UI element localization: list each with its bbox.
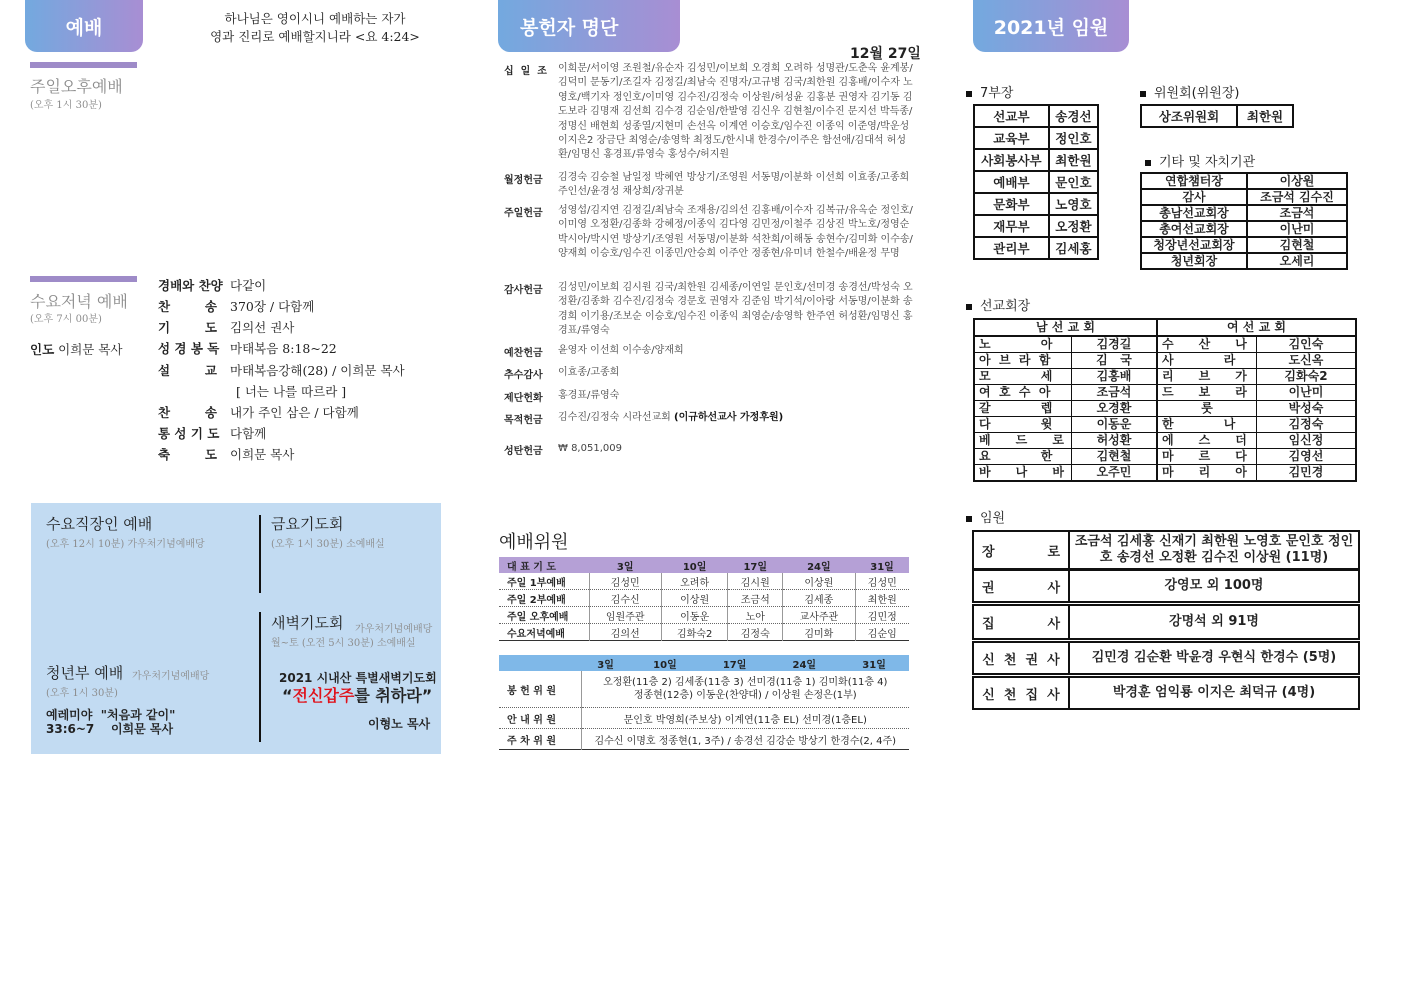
cell: 김성민 [855,573,909,590]
cell: 모 세 [974,369,1072,385]
cell: 김홍배 [1072,369,1157,385]
cell: 이상원 [783,573,855,590]
cell [581,671,909,708]
cell: 상조위원회 [1141,105,1237,127]
committee-section-label: 위원회(위원장) [1154,86,1240,101]
offering-row [504,171,918,200]
worship-tab-label: 예배 [65,16,103,39]
fri-title: 금요기도회 [271,515,344,533]
order-value: 370장 / 다함께 [230,299,315,314]
offering-kind: 제단헌화 [504,393,543,404]
cell: 김화숙2 [1256,369,1356,385]
cell: 노영호 [1049,193,1098,215]
slogan-rest: 를 취하라 [354,686,422,705]
volunteer-table [499,655,909,750]
cell: 안 내 위 원 [507,714,557,726]
slogan-red: 전신갑주 [292,686,355,705]
officers-tab-label: 2021년 임원 [993,16,1109,39]
special-title: 2021 시내산 특별새벽기도회 [279,671,437,685]
youth-place: 가우처기념예배당 [132,671,210,682]
col-header: 남 선 교 회 [974,319,1157,336]
jipsa-key [974,606,1070,638]
mission-table [973,318,1357,482]
prayer-header [499,557,909,573]
cell: 오정환 [1049,215,1098,237]
table-row [1141,173,1347,189]
verse-line-1: 하나님은 영이시니 예배하는 자가 [224,11,406,26]
order-key [158,382,236,400]
cell: 수 산 나 [1157,336,1257,353]
order-row [158,339,337,357]
table-row [974,105,1098,127]
cell: 갈 렙 [974,401,1072,417]
col-header: 3일 [581,655,630,671]
jipsa-value: 강명석 외 91명 [1169,614,1259,629]
table-row [974,401,1356,417]
offering-amount: ₩ 8,051,009 [558,443,622,454]
quote-open: “ [282,686,293,705]
cell: 예배부 [974,171,1049,193]
elders-box [972,530,1360,570]
bullet-square-icon [966,91,972,97]
order-row [158,297,314,315]
sunday-pm-time: (오후 1시 30분) [30,100,102,111]
table-row [974,336,1356,353]
col-header [499,655,581,671]
cell: 이난미 [1256,385,1356,401]
cell: 조금석 [1072,385,1157,401]
cell: 오주민 [1072,465,1157,482]
cell: 박성숙 [1256,401,1356,417]
cell: 노아 [728,607,783,624]
cell: 드 보 라 [1157,385,1257,401]
jipsa-key-2: 사 [1047,616,1060,632]
cell: 김시원 [728,573,783,590]
kwonsa-key-2: 사 [1047,580,1060,596]
special-slogan [282,683,432,706]
offering-names: 김성민/이보희 김시원 김국/최한원 김세종/이연일 문인호/선미경 송경선/박성숙 오정환/김종화 김수진/김정숙 경문호 권영자 김준임 박기석/이아랑 서동명/이분화 송경희 이기용/조보순 이승호/임수진 이종익 최영순/송영학 한주연 허성환/임명신 홍경표/류영숙 [558,282,913,337]
offering-kind: 추수감사 [504,370,543,381]
table-row [974,149,1098,171]
scripture-verse [190,10,440,46]
cell: 김성민 [589,573,661,590]
kwonsa-key [974,571,1070,601]
offering-names: 윤영자 이선희 이수송/양재희 [558,345,684,356]
cell: 수요저녁예배 [507,628,565,640]
cell: 문인호 [1049,171,1098,193]
col-header: 3일 [589,557,661,573]
mission-header [974,319,1356,336]
cell: 마 리 아 [1157,465,1257,482]
jipsa-box [972,604,1360,640]
order-row [158,382,346,400]
order-value: 다함께 [230,426,267,441]
sermon-subtitle: [ 너는 나를 따르라 ] [236,384,347,399]
table-row [974,353,1356,369]
cell: 한 나 [1157,417,1257,433]
offering-row [504,204,918,262]
cell: 김수신 [589,590,661,607]
officers-tab [973,0,1129,52]
dawn-time: 월~토 (오전 5시 30분) 소예배실 [271,638,416,649]
kwonsa-box [972,569,1360,603]
cell: 김현철 [1247,237,1347,253]
dept-section-title [966,82,1013,101]
order-row [158,276,266,294]
dept-table [973,104,1099,260]
kwonsa-key-1: 권 [982,580,995,596]
cell: 김정숙 [1256,417,1356,433]
cell: 김 국 [1072,353,1157,369]
order-value: 이희문 목사 [230,447,295,462]
col-header: 24일 [769,655,839,671]
cell: 김세종 [783,590,855,607]
offering-row [504,344,918,359]
new-kwonsa-value: 김민경 김순환 박윤경 우현식 한경수 (5명) [1091,650,1337,665]
table-row [1141,221,1347,237]
cell: 베 드 로 [974,433,1072,449]
cell: 김민경 [1256,465,1356,482]
order-value: 김의선 권사 [230,320,295,335]
cell: 선교부 [974,105,1049,127]
cell: 바 나 바 [974,465,1072,482]
table-row [974,433,1356,449]
fri-time: (오후 1시 30분) 소예배실 [271,539,385,550]
cell: 김영선 [1256,449,1356,465]
cell: 조금석 [728,590,783,607]
cell: 김수신 이명호 정종현(1, 3주) / 송경선 김강순 방상기 한경수(2, 4주) [581,729,909,750]
cell: 오경환 [1072,401,1157,417]
offering-names: 성영섭/김지연 김정길/최남숙 조재용/김의선 김홍배/이수자 김복규/유옥순 정인호/이미영 오정환/김종화 강혜정/이종익 김다영 김민정/이철주 김상진 박노호/정영순 박시아/박시연 방상기/조영원 서동명/이분화 석찬희/이해동 송현수/김미화 이수송/양재희 이승호/임수진 이종민/안승희 이주안 정종현/유미녀 한철수/배윤정 무명 [558,205,913,260]
wed-worker-title: 수요직장인 예배 [46,515,153,533]
order-row [158,403,359,421]
volunteer-header [499,655,909,671]
cell: 감사 [1141,189,1247,205]
table-row [974,193,1098,215]
new-jipsa-key: 신 천 집 사 [974,678,1070,708]
order-row [158,361,405,379]
order-value: 마태복음 8:18~22 [230,341,337,356]
cell: 김민정 [855,607,909,624]
cell: 오려하 [661,573,727,590]
order-row [158,424,266,442]
prayer-table [499,557,909,641]
cell: 조금석 김수진 [1247,189,1347,205]
table-row [974,215,1098,237]
order-key: 축 도 [158,447,217,462]
order-value: 내가 주인 삼은 / 다함께 [230,405,359,420]
cell: 이상원 [661,590,727,607]
leader-label: 인도 [30,342,55,357]
cell: 주일 2부예배 [507,594,566,606]
wed-bar [30,276,137,282]
cell: 김현철 [1072,449,1157,465]
orgs-section-title [1145,151,1255,170]
table-row [974,449,1356,465]
cell: 관리부 [974,237,1049,259]
offering-kind: 감사헌금 [504,285,543,296]
cell: 최한원 [1237,105,1293,127]
col-header: 31일 [855,557,909,573]
cell: 이동운 [661,607,727,624]
offering-date: 12월 27일 [850,46,921,62]
cell: 문인호 박영희(주보상) 이계연(11층 EL) 선미경(1층EL) [581,708,909,729]
cell: 에 스 더 [1157,433,1257,449]
table-row [974,417,1356,433]
table-row [1141,205,1347,221]
special-speaker: 이형노 목사 [368,717,431,731]
offering-kind: 목적헌금 [504,415,543,426]
cell: 오세리 [1247,253,1347,269]
table-row [974,369,1356,385]
wed-title: 수요저녁 예배 [30,292,128,311]
cell: 도신옥 [1256,353,1356,369]
youth-title: 청년부 예배 [46,664,124,682]
order-key: 찬 송 [158,405,217,420]
cell: 이동운 [1072,417,1157,433]
table-row [499,708,909,729]
box-divider-vertical-2 [259,612,261,742]
col-header: 17일 [700,655,770,671]
cell: 김인숙 [1256,336,1356,353]
cell: 교사주관 [783,607,855,624]
cell: 다 윗 [974,417,1072,433]
committee-section-title [1140,82,1240,101]
cell: 아 브 라 함 [974,353,1072,369]
cell: 교육부 [974,127,1049,149]
wed-time: (오후 7시 00분) [30,314,102,325]
youth-ref: 33:6~7 이희문 목사 [46,722,174,736]
officers-title: 임원 [980,511,1006,526]
order-value: 마태복음강해(28) / 이희문 목사 [230,363,405,378]
offering-row [504,389,918,404]
cell: 노 아 [974,336,1072,353]
table-row [499,729,909,750]
volunteer-line: 정종현(12층) 이동운(찬양대) / 이상원 손정은(1부) [633,690,857,701]
table-row [499,590,909,607]
table-row [1141,253,1347,269]
sunday-pm-bar [30,62,137,68]
col-header: 24일 [783,557,855,573]
offering-row [504,281,918,339]
offering-row [504,366,918,381]
table-row [1141,237,1347,253]
cell: 마 르 다 [1157,449,1257,465]
cell: 룻 [1157,401,1257,417]
cell: 송경선 [1049,105,1098,127]
offering-names: 홍경표/류영숙 [558,390,620,401]
order-value: 다같이 [230,278,267,293]
table-row [499,573,909,590]
elders-key-2: 로 [1047,544,1060,560]
cell: 사회봉사부 [974,149,1049,171]
offering-row [504,442,918,457]
cell: 김정숙 [728,624,783,641]
table-row [974,385,1356,401]
offering-names: 김수진/김정숙 시라선교회 [558,412,671,423]
dept-title: 7부장 [980,86,1014,101]
order-key: 찬 송 [158,299,217,314]
offering-names-wrap [558,411,918,426]
cell: 최한원 [855,590,909,607]
offering-names: 이희문/서이영 조원철/유순자 김성민/이보희 오경희 오려하 성명관/도춘옥 윤계봉/김덕미 문동기/조길자 김정길/최남숙 진명자/고규병 김국/최한원 김홍배/이수자 노영호/백기자 정인호/이미영 김수진/김정숙 이상원/허성윤 김홍분 권영자 김기동 김도보라 김명재 김선희 김수경 김순임/한발영 김신우 김현철/이수진 문지선 박득종/정명신 배현희 성종열/지현미 손선옥 이계연 이승호/임수진 이종익 이준영/박운성 이지은2 장금단 최영순/송영학 최정도/한시내 한경수/이주은 함선애/김대석 허성환/임명신 홍경표/류영숙 홍성수/허지원 [558,63,913,161]
offering-kind: 월정헌금 [504,175,543,186]
offering-names: 김경숙 김승철 남일정 박혜연 방상기/조영원 서동명/이분화 이선희 이효종/고종희 주인선/윤경성 채상희/장귀분 [558,172,910,198]
order-key: 통 성 기 도 [158,426,220,441]
order-row [158,318,294,336]
offering-kind: 십 일 조 [504,66,547,77]
cell: 조금석 [1247,205,1347,221]
bullet-square-icon [966,304,972,310]
leader-name: 이희문 목사 [58,342,123,357]
kwonsa-value: 강영모 외 100명 [1164,578,1264,593]
cell: 요 한 [974,449,1072,465]
dawn-title: 새벽기도회 [271,614,344,632]
volunteer-line: 오정환(11층 2) 김세종(11층 3) 선미경(11층 1) 김미화(11층 4) [603,677,888,688]
col-header: 여 선 교 회 [1157,319,1356,336]
cell: 청년회장 [1141,253,1247,269]
worship-tab [25,0,143,52]
table-row [499,624,909,641]
cell: 주 차 위 원 [507,735,557,747]
leader [30,340,123,358]
new-kwonsa-key: 신 천 권 사 [974,643,1070,673]
table-row [499,671,909,708]
mission-section-title [966,295,1030,314]
cell: 주일 1부예배 [507,577,566,589]
offering-tab-label: 봉헌자 명단 [520,16,619,39]
new-jipsa-box [972,676,1360,710]
youth-time: (오후 1시 30분) [46,688,118,699]
cell: 사 라 [1157,353,1257,369]
offering-note: (이규하선교사 가정후원) [674,412,784,423]
bullet-square-icon [1140,91,1146,97]
offering-kind: 성탄헌금 [504,446,543,457]
orgs-title: 기타 및 자치기관 [1159,155,1256,170]
new-kwonsa-box [972,641,1360,675]
cell: 김순임 [855,624,909,641]
offering-names: 이효종/고종희 [558,367,620,378]
table-row [974,465,1356,482]
cell: 김의선 [589,624,661,641]
bullet-square-icon [966,516,972,522]
col-header: 10일 [630,655,700,671]
offering-row [504,411,918,426]
cell: 연합챔터장 [1141,173,1247,189]
table-row [1141,105,1293,127]
order-key: 기 도 [158,320,217,335]
col-header: 10일 [661,557,727,573]
committee-chair-table [1140,104,1294,128]
cell: 정인호 [1049,127,1098,149]
offering-kind: 주일헌금 [504,208,543,219]
orgs-table [1140,172,1348,270]
col-header: 31일 [839,655,909,671]
cell: 총여선교회장 [1141,221,1247,237]
officers-section-title [966,507,1005,526]
cell: 최한원 [1049,149,1098,171]
new-jipsa-value: 박경훈 엄익룡 이지은 최덕규 (4명) [1112,685,1316,700]
elders-key [974,532,1070,568]
committee-title: 예배위원 [499,532,569,553]
table-row [974,127,1098,149]
offering-row [504,62,918,163]
table-row [499,607,909,624]
table-row [974,237,1098,259]
offering-tab [498,0,680,52]
elders-key-1: 장 [982,544,995,560]
cell: 봉 헌 위 원 [507,685,557,697]
jipsa-key-1: 집 [982,616,995,632]
youth-text: 예레미야 "처음과 같이" [46,708,176,722]
box-divider-vertical [259,515,261,593]
offering-kind: 예찬헌금 [504,348,543,359]
cell: 이상원 [1247,173,1347,189]
cell: 김세홍 [1049,237,1098,259]
order-row [158,445,294,463]
col-header: 대 표 기 도 [499,557,589,573]
cell: 여 호 수 아 [974,385,1072,401]
sunday-pm-title: 주일오후예배 [30,77,123,96]
cell: 김경길 [1072,336,1157,353]
verse-line-2: 영과 진리로 예배할지니라 <요 4:24> [210,29,420,44]
cell: 김미화 [783,624,855,641]
order-key: 경배와 찬양 [158,278,223,293]
cell: 김화숙2 [661,624,727,641]
elders-value: 조금석 김세홍 신재기 최한원 노영호 문인호 정인호 송경선 오정환 김수진 이상원 (11명) [1074,534,1354,565]
bullet-square-icon [1145,160,1151,166]
cell: 주일 오후예배 [507,611,569,623]
cell: 문화부 [974,193,1049,215]
cell: 총남선교회장 [1141,205,1247,221]
cell: 이난미 [1247,221,1347,237]
table-row [974,171,1098,193]
cell: 청장년선교회장 [1141,237,1247,253]
order-key: 성 경 봉 독 [158,341,220,356]
mission-title: 선교회장 [980,299,1031,314]
wed-worker-time: (오후 12시 10분) 가우처기념예배당 [46,539,205,550]
cell: 임신정 [1256,433,1356,449]
col-header: 17일 [728,557,783,573]
cell: 리 브 가 [1157,369,1257,385]
dawn-place: 가우처기념예배당 [355,624,433,635]
cell: 임원주관 [589,607,661,624]
cell: 재무부 [974,215,1049,237]
table-row [1141,189,1347,205]
cell: 허성환 [1072,433,1157,449]
quote-close: ” [421,686,433,705]
order-key: 설 교 [158,363,217,378]
